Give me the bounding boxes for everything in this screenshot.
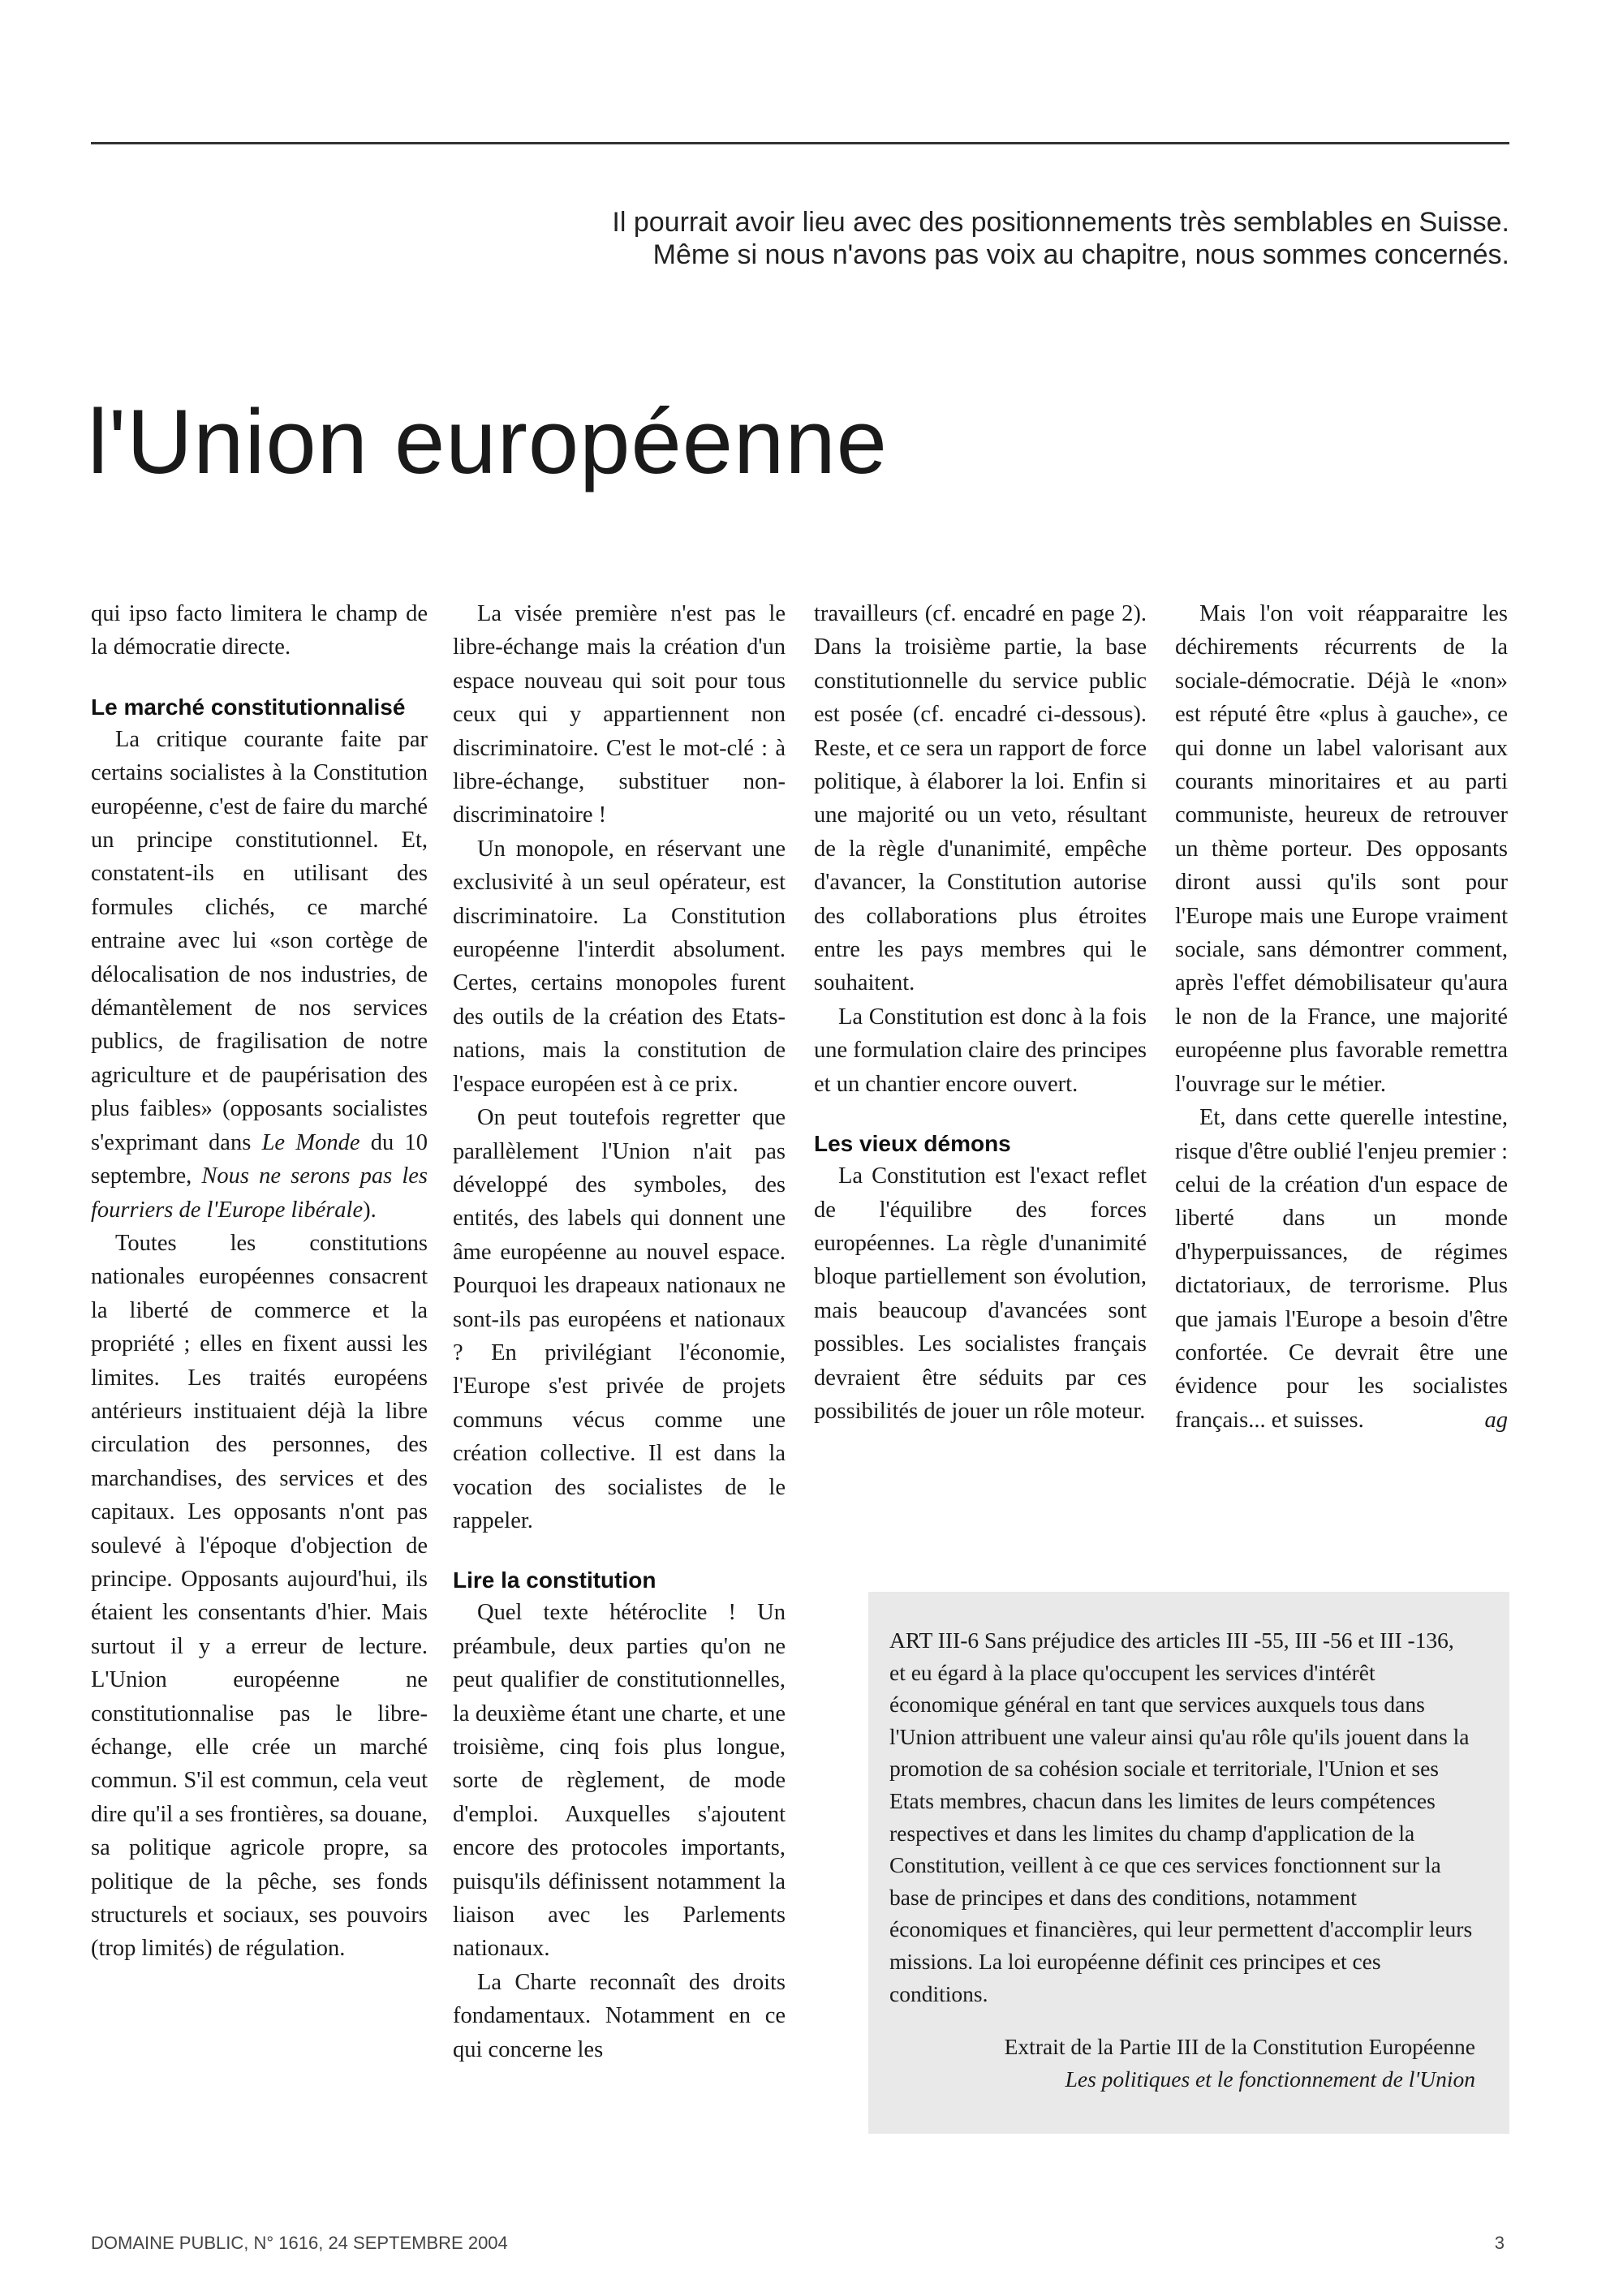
paragraph: La visée première n'est pas le libre-échange mais la création d'un espace nouveau qui soit pour tous ceux qui y appartiennent non discriminatoire. C'est le mot-clé : à libre-échange, substituer non-discriminatoire ! [453,601,786,828]
top-rule [91,142,1509,144]
excerpt-source-line-1: Extrait de la Partie III de la Constitution Européenne [1004,2034,1475,2060]
author-signature: ag [1484,1407,1508,1433]
paragraph: La Charte reconnaît des droits fondamentaux. Notamment en ce qui concerne les [453,1969,786,2062]
journal-name: Le Monde [261,1129,360,1155]
paragraph: Quel texte hétéroclite ! Un préambule, deux parties qu'on ne peut qualifier de constitutionnelles, la deuxième étant une charte, et une troisième, cinq fois plus longue, sorte de règlement, de mode d'emploi. Auxquelles s'ajoutent encore des protocoles importants, puisqu'ils définissent notamment la liaison avec les Parlements nationaux. [453,1600,786,1962]
paragraph: La critique courante faite par certains socialistes à la Constitution européenne, c'est de faire du marché un principe constitutionnel. Et, constatent-ils en utilisant des formules clichés, ce marché entraine avec lui «son cortège de délocalisation de nos industries, de démantèlement de nos services publics, de fragilisation de notre agriculture et de paupérisation des plus faibles» (opposants socialistes s'exprimant dans Le Monde du 10 septembre, Nous ne serons pas les fourriers de l'Europe libérale). [91,726,428,1223]
paragraph: La Constitution est donc à la fois une formulation claire des principes et un chantier encore ouvert. [814,1004,1147,1097]
excerpt-source [889,2031,1475,2095]
paragraph: Un monopole, en réservant une exclusivité à un seul opérateur, est discriminatoire. La Constitution européenne l'interdit absolument. Certes, certains monopoles furent des outils de la création des Etats-nations, mais la constitution de l'espace européen est à ce prix. [453,836,786,1097]
lede [292,206,1509,271]
paragraph: qui ipso facto limitera le champ de la démocratie directe. [91,601,428,660]
column-4 [1175,597,1508,1437]
paragraph: travailleurs (cf. encadré en page 2). Dans la troisième partie, la base constitutionnelle du service public est posée (cf. encadré ci-dessous). Reste, et ce sera un rapport de force politique, à élaborer la loi. Enfin si une majorité ou un veto, résultant de la règle d'unanimité, empêche d'avancer, la Constitution autorise des collaborations plus étroites entre les pays membres qui le souhaitent. [814,601,1147,996]
article-title: l'Union européenne [88,391,888,492]
page-number: 3 [1494,2233,1505,2253]
column-2 [453,597,786,2066]
footer-publication: DOMAINE PUBLIC, N° 1616, 24 SEPTEMBRE 2004 [91,2233,508,2253]
paragraph: Mais l'on voit réapparaitre les déchirements récurrents de la sociale-démocratie. Déjà le «non» est réputé être «plus à gauche», ce qui donne un label valorisant aux courants minoritaires et au parti communiste, heureux de retrouver un thème porteur. Des opposants diront aussi qu'ils sont pour l'Europe mais une Europe vraiment sociale, sans démontrer comment, après l'effet démobilisateur qu'aura le non de la France, une majorité européenne plus favorable remettra l'ouvrage sur le métier. [1175,601,1508,1097]
paragraph: On peut toutefois regretter que parallèlement l'Union n'ait pas développé des symboles, des entités, des labels qui donnent une âme européenne au nouvel espace. Pourquoi les drapeaux nationaux ne sont-ils pas européens et nationaux ? En privilégiant l'économie, l'Europe s'est privée de projets communs vécus comme une création collective. Il est dans la vocation des socialistes de le rappeler. [453,1105,786,1533]
lede-line-1: Il pourrait avoir lieu avec des positionnements très semblables en Suisse. [612,207,1509,238]
excerpt-text: ART III-6 Sans préjudice des articles III -55, III -56 et III -136, et eu égard à la place qu'occupent les services d'intérêt économique général en tant que services auxquels tous dans l'Union attribuent une valeur ainsi qu'au rôle qu'ils jouent dans la promotion de sa cohésion sociale et territoriale, l'Union et ses Etats membres, chacun dans les limites de leurs compétences respectives et dans les limites du champ d'application de la Constitution, veillent à ce que ces services fonctionnent sur la base de principes et dans des conditions, notamment économiques et financières, qui leur permettent d'accomplir leurs missions. La loi européenne définit ces principes et ces conditions. [889,1627,1473,2006]
paragraph: La Constitution est l'exact reflet de l'équilibre des forces européennes. La règle d'unanimité bloque partiellement son évolution, mais beaucoup d'avancées sont possibles. Les socialistes français devraient être séduits par ces possibilités de jouer un rôle moteur. [814,1163,1147,1424]
section-heading-marche: Le marché constitutionnalisé [91,694,406,720]
constitution-excerpt-box [868,1592,1509,2134]
section-heading-constitution: Lire la constitution [453,1567,657,1593]
excerpt-source-line-2: Les politiques et le fonctionnement de l'Union [1065,2066,1475,2092]
lede-line-2: Même si nous n'avons pas voix au chapitre, nous sommes concernés. [652,239,1509,270]
paragraph: Et, dans cette querelle intestine, risque d'être oublié l'enjeu premier : celui de la création d'un espace de liberté dans un monde d'hyperpuissances, de régimes dictatoriaux, de terrorisme. Plus que jamais l'Europe a besoin d'être confortée. Ce devrait être une évidence pour les socialistes français... et suisses. ag [1175,1101,1508,1437]
column-3 [814,597,1147,1428]
article-quote: Nous ne serons pas les fourriers de l'Europe libérale [91,1163,428,1223]
column-1 [91,597,428,1966]
paragraph: Toutes les constitutions nationales européennes consacrent la liberté de commerce et la propriété ; elles en fixent aussi les limites. Les traités européens antérieurs instituaient déjà la libre circulation des personnes, des marchandises, des services et des capitaux. Les opposants n'ont pas soulevé à l'époque d'objection de principe. Opposants aujourd'hui, ils étaient les consentants d'hier. Mais surtout il y a erreur de lecture. L'Union européenne ne constitutionnalise pas le libre-échange, elle crée un marché commun. S'il est commun, cela veut dire qu'il a ses frontières, sa douane, sa politique agricole propre, sa politique de la pêche, ses fonds structurels et sociaux, ses pouvoirs (trop limités) de régulation. [91,1230,428,1962]
section-heading-demons: Les vieux démons [814,1131,1011,1157]
